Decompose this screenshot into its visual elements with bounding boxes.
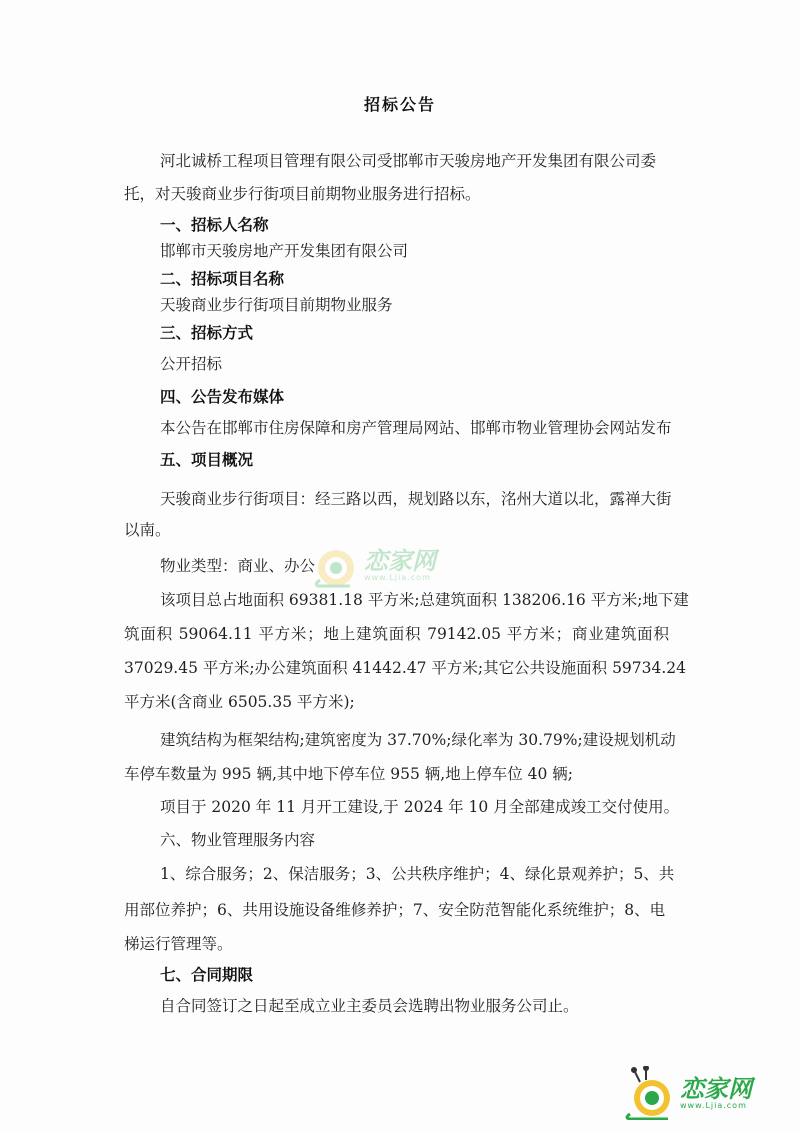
area-line-2: 筑面积 59064.11 平方米；地上建筑面积 79142.05 平方米；商业建筑面积 xyxy=(124,625,669,643)
location-line-1: 天骏商业步行街项目：经三路以西，规划路以东，洺州大道以北，露禅大街 xyxy=(160,490,672,508)
section-7-body: 自合同签订之日起至成立业主委员会选聘出物业服务公司止。 xyxy=(160,997,579,1015)
structure-line-1: 建筑结构为框架结构;建筑密度为 37.70%;绿化率为 30.79%;建设规划机动 xyxy=(160,731,676,749)
section-6-heading: 六、物业管理服务内容 xyxy=(160,831,316,849)
services-line-3: 梯运行管理等。 xyxy=(124,935,233,953)
section-4-body: 本公告在邯郸市住房保障和房产管理局网站、邯郸市物业管理协会网站发布 xyxy=(160,419,672,437)
area-line-3: 37029.45 平方米;办公建筑面积 41442.47 平方米;其它公共设施面积 59734.24 xyxy=(124,659,687,677)
corner-watermark xyxy=(622,1066,752,1120)
property-type: 物业类型：商业、办公 xyxy=(160,557,316,575)
services-line-1: 1、综合服务；2、保洁服务；3、公共秩序维护；4、绿化景观养护；5、共 xyxy=(160,865,675,883)
section-1-body: 邯郸市天骏房地产开发集团有限公司 xyxy=(160,242,409,260)
section-1-heading: 一、招标人名称 xyxy=(160,216,269,234)
section-7-heading: 七、合同期限 xyxy=(160,966,254,984)
section-2-body: 天骏商业步行街项目前期物业服务 xyxy=(160,296,393,314)
watermark-url: www.Ljia.com xyxy=(364,572,431,582)
snail-logo-icon xyxy=(622,1066,676,1120)
intro-line-1: 河北诚桥工程项目管理有限公司受邯郸市天骏房地产开发集团有限公司委 xyxy=(160,152,657,170)
section-2-heading: 二、招标项目名称 xyxy=(160,270,285,288)
structure-line-2: 车停车数量为 995 辆,其中地下停车位 955 辆,地上停车位 40 辆; xyxy=(124,765,574,783)
document-title: 招标公告 xyxy=(363,95,436,114)
center-watermark xyxy=(310,540,436,590)
section-4-heading: 四、公告发布媒体 xyxy=(160,388,285,406)
section-3-heading: 三、招标方式 xyxy=(160,324,254,342)
snail-logo-icon xyxy=(310,540,360,590)
intro-line-2: 托，对天骏商业步行街项目前期物业服务进行招标。 xyxy=(124,185,481,203)
watermark-url: www.Ljia.com xyxy=(680,1100,747,1110)
watermark-logo-text: 恋家网 xyxy=(364,546,436,575)
location-line-2: 以南。 xyxy=(124,521,171,539)
services-line-2: 用部位养护；6、共用设施设备维修养护；7、安全防范智能化系统维护；8、电 xyxy=(124,901,666,919)
section-3-body: 公开招标 xyxy=(160,355,223,373)
section-5-heading: 五、项目概况 xyxy=(160,451,254,469)
watermark-logo-text: 恋家网 xyxy=(680,1074,752,1103)
area-line-4: 平方米(含商业 6505.35 平方米); xyxy=(124,693,355,711)
area-line-1: 该项目总占地面积 69381.18 平方米;总建筑面积 138206.16 平方米;地下建 xyxy=(160,591,689,609)
schedule-line: 项目于 2020 年 11 月开工建设,于 2024 年 10 月全部建成竣工交付使用。 xyxy=(160,798,680,816)
